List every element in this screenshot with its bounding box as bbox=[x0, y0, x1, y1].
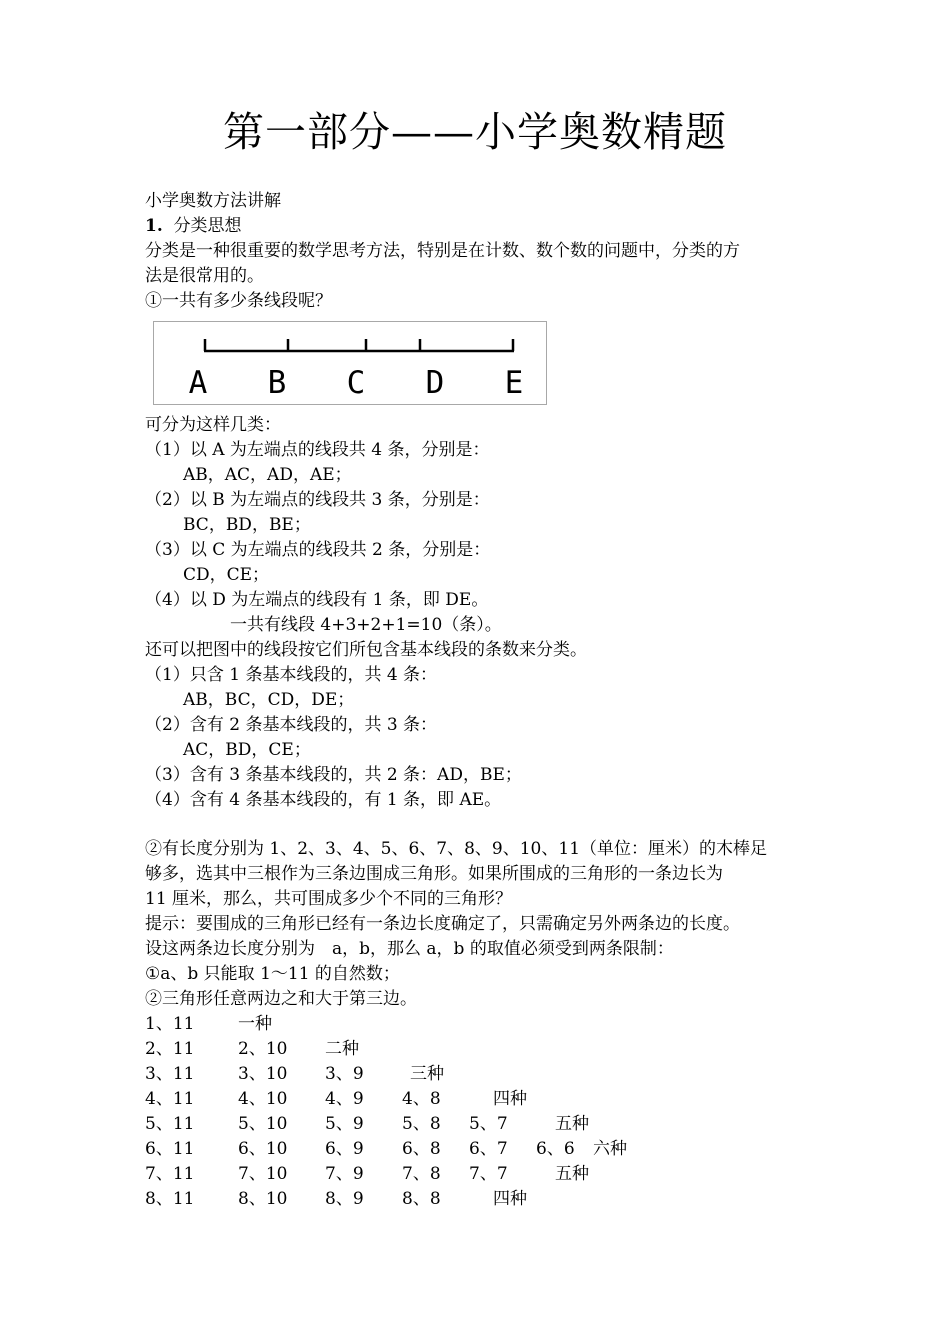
table-count: 六种 bbox=[593, 1139, 627, 1159]
table-cell: 4、11 bbox=[145, 1089, 195, 1109]
table-cell: 8、10 bbox=[238, 1189, 288, 1209]
table-cell: 3、10 bbox=[238, 1064, 288, 1084]
text-line: 设这两条边长度分别为 a，b，那么 a，b 的取值必须受到两条限制： bbox=[145, 939, 674, 959]
text-line: （3）以 C 为左端点的线段共 2 条，分别是： bbox=[145, 540, 491, 560]
question-1: ①一共有多少条线段呢？ bbox=[145, 291, 332, 311]
intro-line-2: 法是很常用的。 bbox=[145, 266, 264, 286]
text-line: （1）以 A 为左端点的线段共 4 条，分别是： bbox=[145, 440, 490, 460]
table-count: 五种 bbox=[555, 1114, 589, 1134]
table-count: 一种 bbox=[238, 1014, 272, 1034]
table-cell: 4、9 bbox=[325, 1089, 364, 1109]
table-cell: 5、9 bbox=[325, 1114, 364, 1134]
table-cell: 6、8 bbox=[402, 1139, 441, 1159]
point-label-a: A bbox=[188, 365, 208, 401]
table-count: 四种 bbox=[493, 1089, 527, 1109]
text-line: CD，CE； bbox=[183, 565, 270, 585]
table-cell: 4、8 bbox=[402, 1089, 441, 1109]
text-line: ①a、b 只能取 1～11 的自然数； bbox=[145, 964, 400, 984]
table-cell: 4、10 bbox=[238, 1089, 288, 1109]
text-line: （2）含有 2 条基本线段的，共 3 条： bbox=[145, 715, 438, 735]
text-line: （1）只含 1 条基本线段的，共 4 条： bbox=[145, 665, 438, 685]
text-line: （2）以 B 为左端点的线段共 3 条，分别是： bbox=[145, 490, 490, 510]
table-cell: 8、8 bbox=[402, 1189, 441, 1209]
point-label-c: C bbox=[346, 365, 366, 401]
point-label-d: D bbox=[425, 365, 445, 401]
table-cell: 2、10 bbox=[238, 1039, 288, 1059]
text-line: （4）含有 4 条基本线段的，有 1 条，即 AE。 bbox=[145, 790, 502, 810]
table-cell: 7、7 bbox=[469, 1164, 508, 1184]
text-line: 够多，选其中三根作为三条边围成三角形。如果所围成的三角形的一条边长为 bbox=[145, 864, 723, 884]
text-line: 可分为这样几类： bbox=[145, 415, 281, 435]
page-title: 第一部分——小学奥数精题 bbox=[223, 108, 727, 156]
table-cell: 3、9 bbox=[325, 1064, 364, 1084]
table-cell: 1、11 bbox=[145, 1014, 195, 1034]
topic-number: 1. bbox=[145, 216, 163, 236]
text-line: 11 厘米，那么，共可围成多少个不同的三角形？ bbox=[145, 889, 513, 909]
text-line: AC，BD，CE； bbox=[183, 740, 311, 760]
text-line: AB，BC，CD，DE； bbox=[183, 690, 355, 710]
point-label-e: E bbox=[504, 365, 524, 401]
table-cell: 6、6 bbox=[536, 1139, 575, 1159]
text-line: 还可以把图中的线段按它们所包含基本线段的条数来分类。 bbox=[145, 640, 587, 660]
table-cell: 3、11 bbox=[145, 1064, 195, 1084]
table-cell: 6、9 bbox=[325, 1139, 364, 1159]
table-count: 二种 bbox=[325, 1039, 359, 1059]
table-cell: 6、11 bbox=[145, 1139, 195, 1159]
table-cell: 8、9 bbox=[325, 1189, 364, 1209]
intro-line-1: 分类是一种很重要的数学思考方法，特别是在计数、数个数的问题中，分类的方 bbox=[145, 241, 740, 261]
text-line: AB，AC，AD，AE； bbox=[183, 465, 352, 485]
table-cell: 6、7 bbox=[469, 1139, 508, 1159]
text-line: （4）以 D 为左端点的线段有 1 条，即 DE。 bbox=[145, 590, 489, 610]
text-line: ②三角形任意两边之和大于第三边。 bbox=[145, 989, 417, 1009]
table-cell: 6、10 bbox=[238, 1139, 288, 1159]
table-cell: 7、9 bbox=[325, 1164, 364, 1184]
table-cell: 5、7 bbox=[469, 1114, 508, 1134]
table-cell: 5、11 bbox=[145, 1114, 195, 1134]
text-line: 一共有线段 4+3+2+1=10（条）。 bbox=[230, 615, 502, 635]
text-line: （3）含有 3 条基本线段的，共 2 条：AD，BE； bbox=[145, 765, 522, 785]
table-cell: 5、10 bbox=[238, 1114, 288, 1134]
table-count: 三种 bbox=[410, 1064, 444, 1084]
text-line: BC，BD，BE； bbox=[183, 515, 311, 535]
topic-heading bbox=[145, 215, 242, 237]
table-cell: 7、10 bbox=[238, 1164, 288, 1184]
table-count: 五种 bbox=[555, 1164, 589, 1184]
text-line: ②有长度分别为 1、2、3、4、5、6、7、8、9、10、11（单位：厘米）的木棒足 bbox=[145, 839, 768, 859]
segment-figure bbox=[153, 321, 547, 405]
section-heading: 小学奥数方法讲解 bbox=[145, 191, 281, 211]
topic-title: 分类思想 bbox=[173, 216, 242, 236]
table-cell: 2、11 bbox=[145, 1039, 195, 1059]
text-line: 提示：要围成的三角形已经有一条边长度确定了，只需确定另外两条边的长度。 bbox=[145, 914, 740, 934]
table-cell: 8、11 bbox=[145, 1189, 195, 1209]
table-cell: 5、8 bbox=[402, 1114, 441, 1134]
table-cell: 7、11 bbox=[145, 1164, 195, 1184]
table-cell: 7、8 bbox=[402, 1164, 441, 1184]
table-count: 四种 bbox=[493, 1189, 527, 1209]
point-label-b: B bbox=[267, 365, 287, 401]
